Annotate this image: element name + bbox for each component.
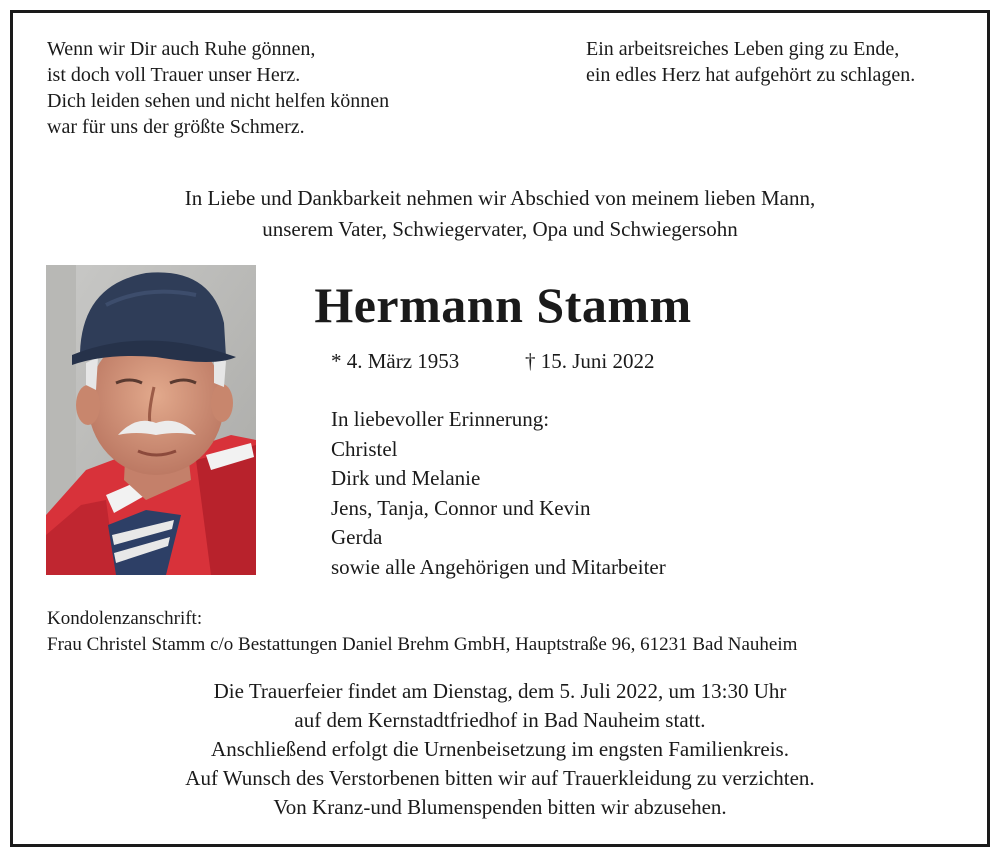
obituary-frame bbox=[10, 10, 990, 847]
poem-line: ein edles Herz hat aufgehört zu schlagen. bbox=[586, 64, 916, 86]
intro-line: unserem Vater, Schwiegervater, Opa und Schwiegersohn bbox=[262, 217, 738, 241]
service-line: auf dem Kernstadtfriedhof in Bad Nauheim statt. bbox=[294, 708, 706, 732]
poem-line: ist doch voll Trauer unser Herz. bbox=[47, 64, 301, 86]
portrait-photo bbox=[46, 265, 256, 575]
family-line: sowie alle Angehörigen und Mitarbeiter bbox=[331, 554, 666, 579]
family-line: Dirk und Melanie bbox=[331, 466, 481, 490]
service-line: Auf Wunsch des Verstorbenen bitten wir auf Trauerkleidung zu verzichten. bbox=[185, 766, 815, 790]
family-line: Christel bbox=[331, 436, 398, 461]
poem-right bbox=[586, 36, 915, 88]
poem-left bbox=[47, 36, 389, 140]
family-list bbox=[331, 405, 666, 582]
poem-line: Dich leiden sehen und nicht helfen können bbox=[47, 90, 390, 112]
poem-line: Ein arbeitsreiches Leben ging zu Ende, bbox=[586, 38, 900, 60]
family-line: Jens, Tanja, Connor und Kevin bbox=[331, 495, 591, 520]
death-date: † 15. Juni 2022 bbox=[525, 349, 655, 373]
intro-text bbox=[13, 183, 987, 245]
service-info bbox=[13, 677, 987, 822]
family-line: Gerda bbox=[331, 525, 383, 549]
deceased-name: Hermann Stamm bbox=[314, 277, 692, 333]
birth-date: * 4. März 1953 bbox=[331, 349, 460, 373]
condolence-address bbox=[47, 606, 797, 658]
poem-line: war für uns der größte Schmerz. bbox=[47, 116, 305, 138]
condolence-text: Frau Christel Stamm c/o Bestattungen Daniel Brehm GmbH, Hauptstraße 96, 61231 Bad Nauheim bbox=[47, 634, 798, 655]
poem-line: Wenn wir Dir auch Ruhe gönnen, bbox=[47, 38, 316, 60]
intro-line: In Liebe und Dankbarkeit nehmen wir Abschied von meinem lieben Mann, bbox=[184, 186, 816, 210]
service-line: Die Trauerfeier findet am Dienstag, dem 5. Juli 2022, um 13:30 Uhr bbox=[213, 679, 787, 703]
service-line: Anschließend erfolgt die Urnenbeisetzung im engsten Familienkreis. bbox=[211, 737, 789, 761]
condolence-label: Kondolenzanschrift: bbox=[47, 608, 203, 629]
family-line: In liebevoller Erinnerung: bbox=[331, 407, 550, 431]
service-line: Von Kranz-und Blumenspenden bitten wir abzusehen. bbox=[273, 795, 727, 819]
